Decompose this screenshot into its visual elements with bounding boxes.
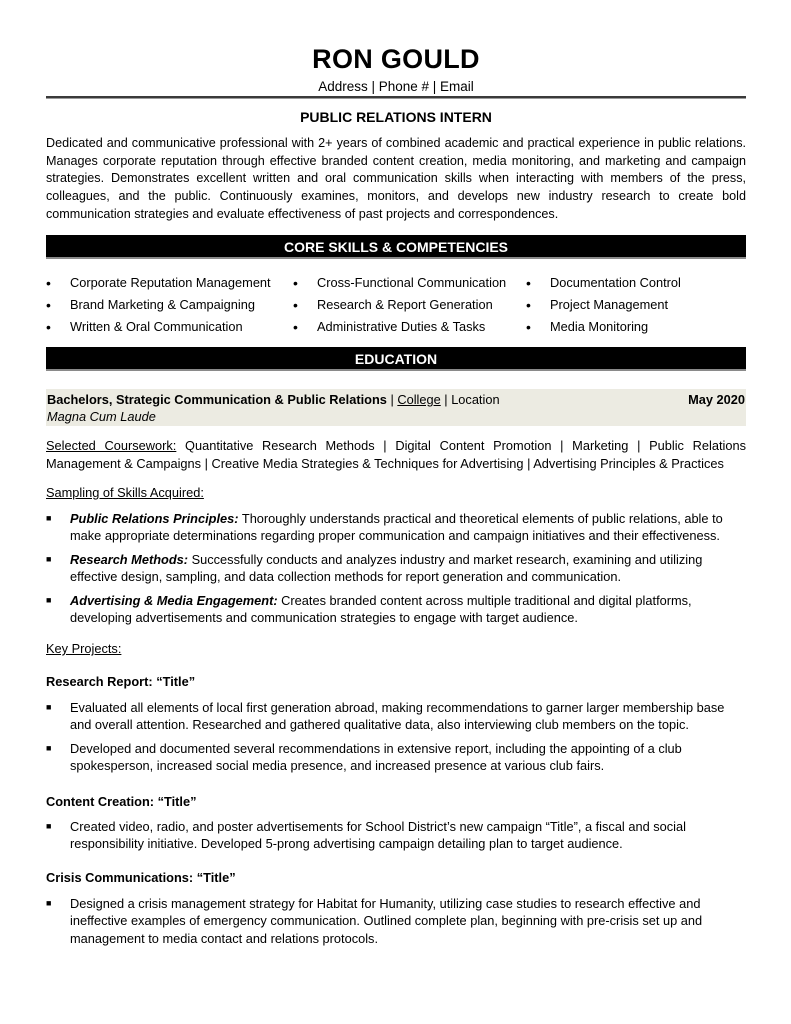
honors: Magna Cum Laude xyxy=(47,409,156,424)
skill-item: • Cross-Functional Communication xyxy=(293,275,507,291)
skill-item: • Written & Oral Communication xyxy=(46,319,243,335)
project-title: Crisis Communications: “Title” xyxy=(46,870,236,885)
project-bullets xyxy=(46,699,746,781)
square-bullet-icon: ■ xyxy=(46,553,52,564)
square-bullet-icon: ■ xyxy=(46,742,52,753)
coursework-label: Selected Coursework: xyxy=(46,438,177,453)
list-item: ■ Developed and documented several recommendations in extensive report, including the appointing of a club spokesperson, increased social media presence, and increased presence at various club fairs. xyxy=(46,740,682,774)
project-bullets xyxy=(46,818,746,859)
project-bullets xyxy=(46,895,746,953)
bullet-icon: • xyxy=(526,319,531,335)
skill-item: • Corporate Reputation Management xyxy=(46,275,271,291)
candidate-name: RON GOULD xyxy=(312,44,480,74)
bullet-icon: • xyxy=(293,319,298,335)
summary-paragraph: Dedicated and communicative professional with 2+ years of combined academic and practical experience in public relations. Manages corporate reputation through effective branded content creation, media monitoring, and marketing and campaign strategies. Demonstrates excellent written and oral communication skills when interacting with members of the press, colleagues, and the public. Continuously examines, monitors, and develops new industry research to create bold communication strategies and evaluate effectiveness of past projects and correspondences. xyxy=(46,136,746,221)
graduation-date: May 2020 xyxy=(688,392,745,407)
list-item: ■ Public Relations Principles: Thoroughly understands practical and theoretical elements of public relations, able to make appropriate determinations regarding proper communication and campaign initiatives and their effectiveness. xyxy=(46,511,723,544)
bullet-icon: • xyxy=(293,297,298,313)
square-bullet-icon: ■ xyxy=(46,702,52,712)
job-title: PUBLIC RELATIONS INTERN xyxy=(300,109,492,125)
skills-acquired-list xyxy=(46,510,746,632)
section-header-education: EDUCATION xyxy=(46,347,746,371)
degree: Bachelors, Strategic Communication & Public Relations xyxy=(47,392,387,407)
list-item: ■ Designed a crisis management strategy for Habitat for Humanity, utilizing case studies to research effective and ineffective examples of emergency communication. Outlined complete plan, beginning with pre-crisis set up and management to media contact and relations protocols. xyxy=(46,896,703,946)
college-name: College xyxy=(397,392,441,407)
skills-acquired-label: Sampling of Skills Acquired: xyxy=(46,485,204,500)
square-bullet-icon: ■ xyxy=(46,513,52,523)
list-item: ■ Research Methods: Successfully conducts and analyzes industry and market research, examining and utilizing effective design, sampling, and data collection methods for report generation and communication. xyxy=(46,551,703,585)
key-projects-label: Key Projects: xyxy=(46,641,122,656)
list-item: ■ Evaluated all elements of local first generation abroad, making recommendations to garner larger membership base and overall attention. Researched and gathered qualitative data, also interviewing club members on the topic. xyxy=(46,700,725,733)
bullet-icon: • xyxy=(293,275,298,291)
skill-item: • Documentation Control xyxy=(526,275,681,291)
skill-item: • Administrative Duties & Tasks xyxy=(293,319,486,335)
education-entry: Bachelors, Strategic Communication & Public Relations | College | Location May 2020 Magna Cum Laude xyxy=(46,389,746,426)
skill-item: • Project Management xyxy=(526,297,669,313)
bullet-icon: • xyxy=(526,297,531,313)
skill-item: • Media Monitoring xyxy=(526,319,649,335)
bullet-icon: • xyxy=(46,275,51,291)
skill-item: • Research & Report Generation xyxy=(293,297,493,313)
header-rule xyxy=(46,96,746,99)
bullet-icon: • xyxy=(46,297,51,313)
square-bullet-icon: ■ xyxy=(46,898,52,908)
skill-item: • Brand Marketing & Campaigning xyxy=(46,297,255,313)
coursework: Selected Coursework: Quantitative Research Methods | Digital Content Promotion | Marketing | Public Relations Management & Campaigns | Creative Media Strategies & Techniques for Advertising | Advertising Principles & Practices xyxy=(46,438,747,471)
bullet-icon: • xyxy=(46,319,51,335)
skills-grid xyxy=(46,274,746,336)
section-header-skills: CORE SKILLS & COMPETENCIES xyxy=(46,235,746,259)
list-item: ■ Created video, radio, and poster advertisements for School District’s new campaign “Title”, a fiscal and social responsibility initiative. Developed 5-prong advertising campaign detailing plan to target audience. xyxy=(46,819,686,852)
list-item: ■ Advertising & Media Engagement: Creates branded content across multiple traditional and digital platforms, developing advertisements and communication strategies to engage with target audience. xyxy=(46,592,692,626)
location: Location xyxy=(451,392,500,407)
bullet-icon: • xyxy=(526,275,531,291)
project-title: Content Creation: “Title” xyxy=(46,794,197,809)
square-bullet-icon: ■ xyxy=(46,821,52,831)
square-bullet-icon: ■ xyxy=(46,594,52,605)
project-title: Research Report: “Title” xyxy=(46,674,196,689)
contact-info: Address | Phone # | Email xyxy=(318,79,474,94)
